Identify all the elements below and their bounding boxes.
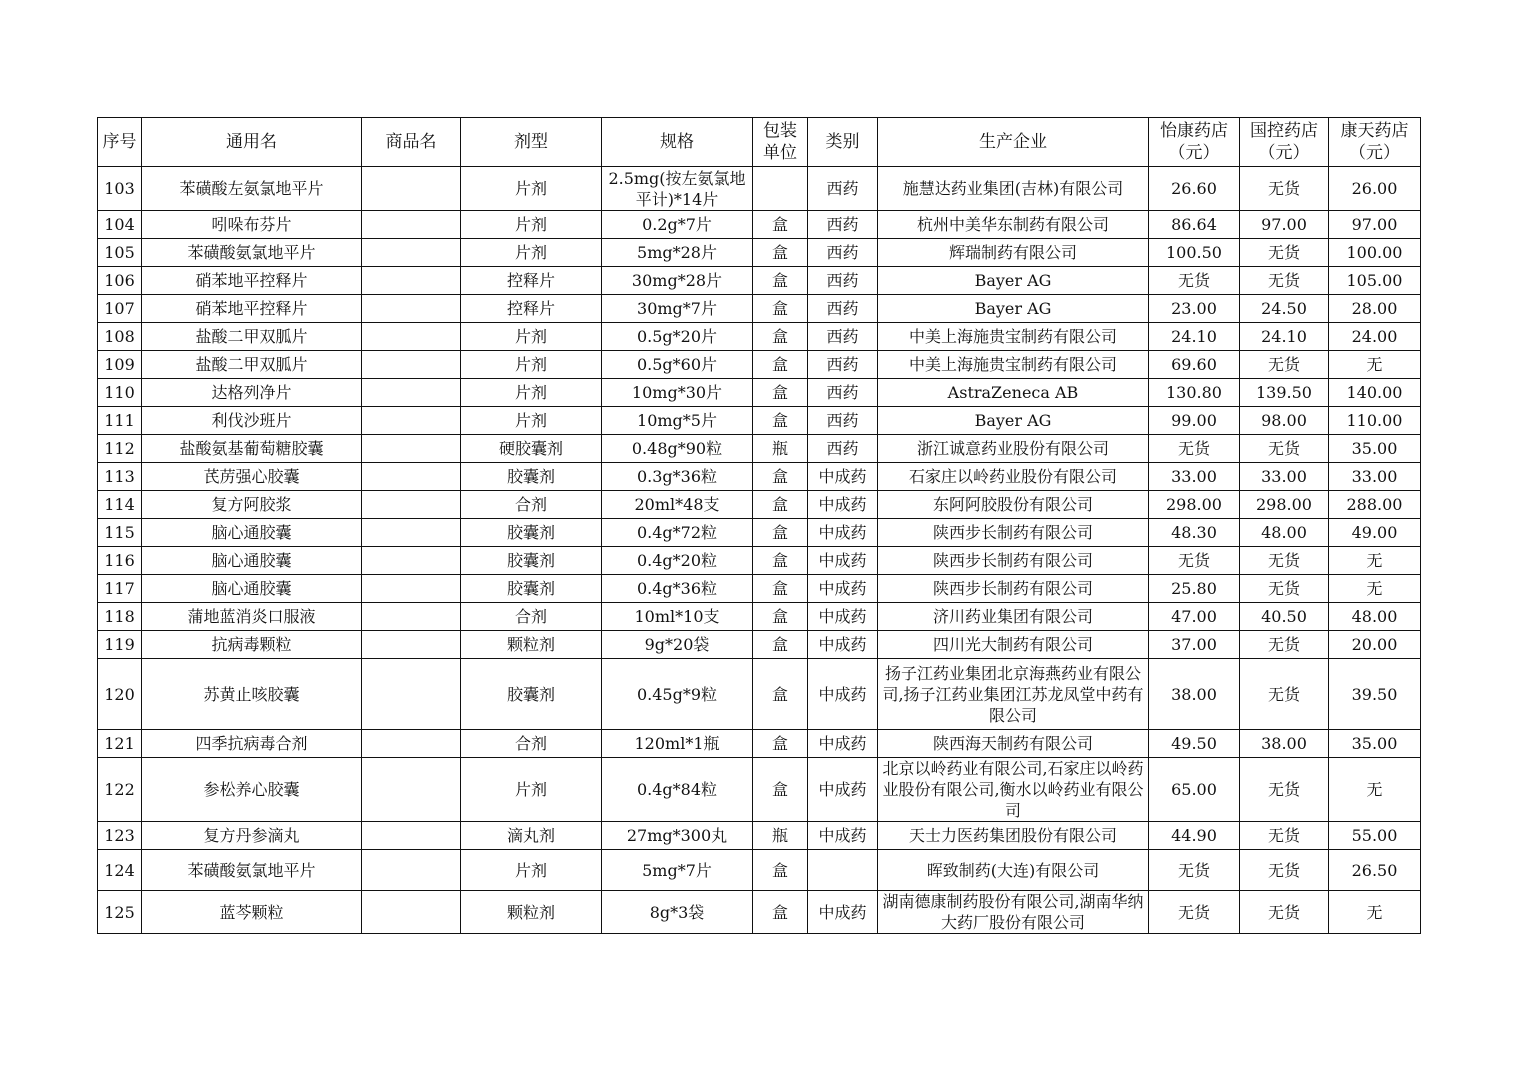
- cell-package-unit: 盒: [753, 850, 808, 891]
- cell-guokong-price: 无货: [1240, 167, 1329, 211]
- header-row: [98, 118, 1421, 167]
- cell-guokong-price: 无货: [1240, 547, 1329, 575]
- cell-generic-name: 硝苯地平控释片: [142, 295, 362, 323]
- header-generic-name: 通用名: [142, 118, 362, 167]
- cell-kangtian-price: 97.00: [1329, 211, 1421, 239]
- cell-dosage-form: 片剂: [461, 167, 602, 211]
- cell-generic-name: 盐酸二甲双胍片: [142, 351, 362, 379]
- cell-dosage-form: 硬胶囊剂: [461, 435, 602, 463]
- cell-manufacturer: 石家庄以岭药业股份有限公司: [878, 463, 1149, 491]
- cell-yikang-price: 无货: [1149, 435, 1240, 463]
- cell-dosage-form: 胶囊剂: [461, 463, 602, 491]
- cell-kangtian-price: 26.00: [1329, 167, 1421, 211]
- table-row: [98, 267, 1421, 295]
- cell-no: 117: [98, 575, 142, 603]
- cell-brand-name: [362, 603, 461, 631]
- cell-kangtian-price: 无: [1329, 575, 1421, 603]
- cell-dosage-form: 控释片: [461, 295, 602, 323]
- cell-guokong-price: 无货: [1240, 267, 1329, 295]
- cell-brand-name: [362, 267, 461, 295]
- cell-no: 115: [98, 519, 142, 547]
- table-row: [98, 463, 1421, 491]
- cell-generic-name: 蒲地蓝消炎口服液: [142, 603, 362, 631]
- cell-no: 111: [98, 407, 142, 435]
- cell-category: 西药: [808, 167, 878, 211]
- cell-manufacturer: 中美上海施贵宝制药有限公司: [878, 323, 1149, 351]
- cell-guokong-price: 无货: [1240, 758, 1329, 822]
- cell-kangtian-price: 100.00: [1329, 239, 1421, 267]
- cell-no: 109: [98, 351, 142, 379]
- cell-kangtian-price: 20.00: [1329, 631, 1421, 659]
- cell-yikang-price: 25.80: [1149, 575, 1240, 603]
- cell-kangtian-price: 无: [1329, 758, 1421, 822]
- cell-specification: 0.4g*20粒: [602, 547, 753, 575]
- cell-guokong-price: 无货: [1240, 435, 1329, 463]
- table-header: [98, 118, 1421, 167]
- cell-package-unit: 盒: [753, 631, 808, 659]
- table-row: [98, 167, 1421, 211]
- cell-no: 116: [98, 547, 142, 575]
- cell-category: 西药: [808, 323, 878, 351]
- table-row: [98, 850, 1421, 891]
- cell-generic-name: 吲哚布芬片: [142, 211, 362, 239]
- cell-specification: 5mg*28片: [602, 239, 753, 267]
- cell-dosage-form: 合剂: [461, 730, 602, 758]
- cell-category: 西药: [808, 295, 878, 323]
- cell-manufacturer: 天士力医药集团股份有限公司: [878, 822, 1149, 850]
- cell-manufacturer: 辉瑞制药有限公司: [878, 239, 1149, 267]
- cell-generic-name: 苏黄止咳胶囊: [142, 659, 362, 730]
- header-no: 序号: [98, 118, 142, 167]
- cell-specification: 27mg*300丸: [602, 822, 753, 850]
- cell-package-unit: 盒: [753, 295, 808, 323]
- cell-specification: 30mg*28片: [602, 267, 753, 295]
- cell-brand-name: [362, 167, 461, 211]
- cell-category: 中成药: [808, 659, 878, 730]
- cell-yikang-price: 无货: [1149, 547, 1240, 575]
- cell-package-unit: 盒: [753, 323, 808, 351]
- cell-brand-name: [362, 239, 461, 267]
- cell-guokong-price: 97.00: [1240, 211, 1329, 239]
- cell-dosage-form: 颗粒剂: [461, 631, 602, 659]
- cell-no: 103: [98, 167, 142, 211]
- cell-guokong-price: 139.50: [1240, 379, 1329, 407]
- header-manufacturer: 生产企业: [878, 118, 1149, 167]
- cell-guokong-price: 48.00: [1240, 519, 1329, 547]
- table-row: [98, 659, 1421, 730]
- header-specification: 规格: [602, 118, 753, 167]
- cell-brand-name: [362, 659, 461, 730]
- cell-specification: 20ml*48支: [602, 491, 753, 519]
- cell-brand-name: [362, 631, 461, 659]
- cell-brand-name: [362, 351, 461, 379]
- cell-specification: 120ml*1瓶: [602, 730, 753, 758]
- cell-category: 西药: [808, 267, 878, 295]
- cell-category: 中成药: [808, 758, 878, 822]
- header-yikang-price: [1149, 118, 1240, 167]
- cell-specification: 0.3g*36粒: [602, 463, 753, 491]
- cell-package-unit: 盒: [753, 463, 808, 491]
- cell-specification: 30mg*7片: [602, 295, 753, 323]
- table-row: [98, 758, 1421, 822]
- table-row: [98, 407, 1421, 435]
- cell-generic-name: 复方阿胶浆: [142, 491, 362, 519]
- cell-manufacturer: 湖南德康制药股份有限公司,湖南华纳大药厂股份有限公司: [878, 891, 1149, 934]
- cell-dosage-form: 片剂: [461, 211, 602, 239]
- cell-category: 中成药: [808, 603, 878, 631]
- cell-dosage-form: 胶囊剂: [461, 575, 602, 603]
- cell-specification: 9g*20袋: [602, 631, 753, 659]
- cell-no: 124: [98, 850, 142, 891]
- cell-generic-name: 利伐沙班片: [142, 407, 362, 435]
- cell-specification: 0.5g*20片: [602, 323, 753, 351]
- cell-generic-name: 苯磺酸左氨氯地平片: [142, 167, 362, 211]
- cell-generic-name: 硝苯地平控释片: [142, 267, 362, 295]
- cell-specification: 2.5mg(按左氨氯地平计)*14片: [602, 167, 753, 211]
- cell-dosage-form: 片剂: [461, 351, 602, 379]
- cell-package-unit: 盒: [753, 491, 808, 519]
- cell-brand-name: [362, 730, 461, 758]
- header-package-unit-line1: 包装: [763, 121, 797, 141]
- header-brand-name: 商品名: [362, 118, 461, 167]
- cell-specification: 0.4g*36粒: [602, 575, 753, 603]
- cell-dosage-form: 胶囊剂: [461, 547, 602, 575]
- cell-brand-name: [362, 407, 461, 435]
- cell-manufacturer: 东阿阿胶股份有限公司: [878, 491, 1149, 519]
- cell-generic-name: 四季抗病毒合剂: [142, 730, 362, 758]
- cell-dosage-form: 片剂: [461, 379, 602, 407]
- cell-guokong-price: 无货: [1240, 239, 1329, 267]
- cell-package-unit: 盒: [753, 351, 808, 379]
- cell-no: 106: [98, 267, 142, 295]
- table-row: [98, 519, 1421, 547]
- cell-specification: 10ml*10支: [602, 603, 753, 631]
- cell-yikang-price: 130.80: [1149, 379, 1240, 407]
- table-row: [98, 239, 1421, 267]
- header-kangtian-price: [1329, 118, 1421, 167]
- header-kangtian-line1: 康天药店: [1340, 121, 1409, 141]
- table-row: [98, 379, 1421, 407]
- cell-brand-name: [362, 435, 461, 463]
- cell-brand-name: [362, 519, 461, 547]
- cell-yikang-price: 99.00: [1149, 407, 1240, 435]
- cell-generic-name: 苯磺酸氨氯地平片: [142, 239, 362, 267]
- table-row: [98, 730, 1421, 758]
- drug-price-table: [97, 117, 1421, 934]
- cell-no: 105: [98, 239, 142, 267]
- cell-dosage-form: 片剂: [461, 323, 602, 351]
- header-package-unit-line2: 单位: [763, 143, 797, 163]
- cell-category: 中成药: [808, 463, 878, 491]
- cell-specification: 0.4g*84粒: [602, 758, 753, 822]
- cell-no: 121: [98, 730, 142, 758]
- cell-category: 中成药: [808, 519, 878, 547]
- header-guokong-price: [1240, 118, 1329, 167]
- cell-kangtian-price: 48.00: [1329, 603, 1421, 631]
- cell-no: 110: [98, 379, 142, 407]
- cell-generic-name: 达格列净片: [142, 379, 362, 407]
- cell-no: 107: [98, 295, 142, 323]
- cell-category: 中成药: [808, 547, 878, 575]
- cell-kangtian-price: 288.00: [1329, 491, 1421, 519]
- cell-category: 中成药: [808, 730, 878, 758]
- cell-yikang-price: 37.00: [1149, 631, 1240, 659]
- cell-dosage-form: 胶囊剂: [461, 659, 602, 730]
- cell-package-unit: 盒: [753, 211, 808, 239]
- cell-guokong-price: 33.00: [1240, 463, 1329, 491]
- cell-no: 123: [98, 822, 142, 850]
- header-guokong-line1: 国控药店: [1250, 121, 1318, 141]
- cell-no: 104: [98, 211, 142, 239]
- cell-specification: 0.5g*60片: [602, 351, 753, 379]
- cell-yikang-price: 38.00: [1149, 659, 1240, 730]
- cell-brand-name: [362, 547, 461, 575]
- cell-package-unit: 盒: [753, 758, 808, 822]
- table-row: [98, 435, 1421, 463]
- header-yikang-line1: 怡康药店: [1160, 121, 1228, 141]
- cell-dosage-form: 片剂: [461, 850, 602, 891]
- cell-manufacturer: 陕西步长制药有限公司: [878, 519, 1149, 547]
- cell-kangtian-price: 35.00: [1329, 435, 1421, 463]
- cell-generic-name: 复方丹参滴丸: [142, 822, 362, 850]
- cell-specification: 8g*3袋: [602, 891, 753, 934]
- cell-manufacturer: 北京以岭药业有限公司,石家庄以岭药业股份有限公司,衡水以岭药业有限公司: [878, 758, 1149, 822]
- table-row: [98, 211, 1421, 239]
- cell-package-unit: 盒: [753, 730, 808, 758]
- cell-specification: 10mg*30片: [602, 379, 753, 407]
- cell-generic-name: 蓝芩颗粒: [142, 891, 362, 934]
- cell-yikang-price: 23.00: [1149, 295, 1240, 323]
- cell-generic-name: 盐酸氨基葡萄糖胶囊: [142, 435, 362, 463]
- cell-guokong-price: 38.00: [1240, 730, 1329, 758]
- cell-yikang-price: 100.50: [1149, 239, 1240, 267]
- cell-category: 中成药: [808, 491, 878, 519]
- cell-yikang-price: 26.60: [1149, 167, 1240, 211]
- cell-package-unit: 盒: [753, 547, 808, 575]
- cell-generic-name: 参松养心胶囊: [142, 758, 362, 822]
- cell-kangtian-price: 无: [1329, 547, 1421, 575]
- cell-package-unit: 瓶: [753, 822, 808, 850]
- cell-no: 112: [98, 435, 142, 463]
- cell-brand-name: [362, 575, 461, 603]
- cell-package-unit: 盒: [753, 603, 808, 631]
- cell-yikang-price: 无货: [1149, 891, 1240, 934]
- cell-guokong-price: 24.10: [1240, 323, 1329, 351]
- cell-kangtian-price: 110.00: [1329, 407, 1421, 435]
- cell-category: 西药: [808, 407, 878, 435]
- cell-category: 西药: [808, 435, 878, 463]
- header-yikang-line2: （元）: [1168, 143, 1220, 163]
- cell-generic-name: 脑心通胶囊: [142, 547, 362, 575]
- cell-specification: 0.4g*72粒: [602, 519, 753, 547]
- table-row: [98, 603, 1421, 631]
- cell-guokong-price: 40.50: [1240, 603, 1329, 631]
- header-guokong-line2: （元）: [1258, 143, 1310, 163]
- cell-category: 西药: [808, 351, 878, 379]
- cell-brand-name: [362, 491, 461, 519]
- cell-manufacturer: 施慧达药业集团(吉林)有限公司: [878, 167, 1149, 211]
- cell-package-unit: 盒: [753, 239, 808, 267]
- cell-manufacturer: Bayer AG: [878, 407, 1149, 435]
- header-package-unit: [753, 118, 808, 167]
- cell-package-unit: 瓶: [753, 435, 808, 463]
- cell-kangtian-price: 49.00: [1329, 519, 1421, 547]
- cell-category: 中成药: [808, 575, 878, 603]
- cell-no: 125: [98, 891, 142, 934]
- cell-yikang-price: 47.00: [1149, 603, 1240, 631]
- cell-category: 中成药: [808, 631, 878, 659]
- cell-category: [808, 850, 878, 891]
- cell-yikang-price: 298.00: [1149, 491, 1240, 519]
- cell-generic-name: 抗病毒颗粒: [142, 631, 362, 659]
- cell-dosage-form: 片剂: [461, 758, 602, 822]
- cell-guokong-price: 无货: [1240, 575, 1329, 603]
- cell-guokong-price: 无货: [1240, 351, 1329, 379]
- cell-package-unit: 盒: [753, 379, 808, 407]
- cell-package-unit: 盒: [753, 407, 808, 435]
- cell-dosage-form: 片剂: [461, 239, 602, 267]
- cell-no: 120: [98, 659, 142, 730]
- cell-manufacturer: AstraZeneca AB: [878, 379, 1149, 407]
- header-dosage-form: 剂型: [461, 118, 602, 167]
- cell-yikang-price: 44.90: [1149, 822, 1240, 850]
- cell-no: 108: [98, 323, 142, 351]
- cell-category: 西药: [808, 211, 878, 239]
- cell-guokong-price: 无货: [1240, 659, 1329, 730]
- cell-brand-name: [362, 850, 461, 891]
- cell-dosage-form: 合剂: [461, 603, 602, 631]
- cell-kangtian-price: 39.50: [1329, 659, 1421, 730]
- cell-brand-name: [362, 758, 461, 822]
- cell-category: 中成药: [808, 891, 878, 934]
- cell-category: 西药: [808, 379, 878, 407]
- cell-package-unit: [753, 167, 808, 211]
- table-row: [98, 547, 1421, 575]
- table-body: [98, 167, 1421, 934]
- cell-manufacturer: Bayer AG: [878, 295, 1149, 323]
- cell-specification: 0.45g*9粒: [602, 659, 753, 730]
- cell-package-unit: 盒: [753, 267, 808, 295]
- table-row: [98, 822, 1421, 850]
- table-row: [98, 631, 1421, 659]
- cell-dosage-form: 颗粒剂: [461, 891, 602, 934]
- cell-generic-name: 盐酸二甲双胍片: [142, 323, 362, 351]
- cell-manufacturer: 扬子江药业集团北京海燕药业有限公司,扬子江药业集团江苏龙凤堂中药有限公司: [878, 659, 1149, 730]
- cell-dosage-form: 滴丸剂: [461, 822, 602, 850]
- cell-manufacturer: 陕西海天制药有限公司: [878, 730, 1149, 758]
- cell-category: 西药: [808, 239, 878, 267]
- cell-category: 中成药: [808, 822, 878, 850]
- cell-manufacturer: 陕西步长制药有限公司: [878, 575, 1149, 603]
- cell-brand-name: [362, 379, 461, 407]
- cell-dosage-form: 片剂: [461, 407, 602, 435]
- table-row: [98, 295, 1421, 323]
- cell-generic-name: 苯磺酸氨氯地平片: [142, 850, 362, 891]
- cell-yikang-price: 无货: [1149, 267, 1240, 295]
- cell-yikang-price: 65.00: [1149, 758, 1240, 822]
- cell-manufacturer: 济川药业集团有限公司: [878, 603, 1149, 631]
- cell-yikang-price: 49.50: [1149, 730, 1240, 758]
- cell-manufacturer: 杭州中美华东制药有限公司: [878, 211, 1149, 239]
- cell-guokong-price: 24.50: [1240, 295, 1329, 323]
- cell-no: 122: [98, 758, 142, 822]
- cell-brand-name: [362, 211, 461, 239]
- cell-brand-name: [362, 822, 461, 850]
- cell-specification: 5mg*7片: [602, 850, 753, 891]
- cell-guokong-price: 无货: [1240, 891, 1329, 934]
- cell-no: 113: [98, 463, 142, 491]
- cell-manufacturer: 四川光大制药有限公司: [878, 631, 1149, 659]
- cell-kangtian-price: 33.00: [1329, 463, 1421, 491]
- cell-guokong-price: 98.00: [1240, 407, 1329, 435]
- cell-manufacturer: 中美上海施贵宝制药有限公司: [878, 351, 1149, 379]
- cell-yikang-price: 86.64: [1149, 211, 1240, 239]
- cell-no: 119: [98, 631, 142, 659]
- cell-specification: 0.48g*90粒: [602, 435, 753, 463]
- cell-brand-name: [362, 323, 461, 351]
- cell-guokong-price: 无货: [1240, 631, 1329, 659]
- table-row: [98, 351, 1421, 379]
- cell-brand-name: [362, 463, 461, 491]
- table-row: [98, 891, 1421, 934]
- cell-brand-name: [362, 891, 461, 934]
- table-row: [98, 323, 1421, 351]
- cell-no: 114: [98, 491, 142, 519]
- cell-yikang-price: 69.60: [1149, 351, 1240, 379]
- cell-kangtian-price: 55.00: [1329, 822, 1421, 850]
- table-row: [98, 491, 1421, 519]
- cell-dosage-form: 控释片: [461, 267, 602, 295]
- cell-yikang-price: 24.10: [1149, 323, 1240, 351]
- cell-yikang-price: 33.00: [1149, 463, 1240, 491]
- header-category: 类别: [808, 118, 878, 167]
- cell-brand-name: [362, 295, 461, 323]
- cell-kangtian-price: 28.00: [1329, 295, 1421, 323]
- cell-generic-name: 芪苈强心胶囊: [142, 463, 362, 491]
- cell-package-unit: 盒: [753, 575, 808, 603]
- cell-yikang-price: 无货: [1149, 850, 1240, 891]
- cell-manufacturer: Bayer AG: [878, 267, 1149, 295]
- cell-guokong-price: 无货: [1240, 850, 1329, 891]
- cell-kangtian-price: 24.00: [1329, 323, 1421, 351]
- cell-package-unit: 盒: [753, 519, 808, 547]
- cell-guokong-price: 无货: [1240, 822, 1329, 850]
- cell-no: 118: [98, 603, 142, 631]
- cell-dosage-form: 合剂: [461, 491, 602, 519]
- cell-guokong-price: 298.00: [1240, 491, 1329, 519]
- header-kangtian-line2: （元）: [1349, 143, 1400, 163]
- cell-kangtian-price: 140.00: [1329, 379, 1421, 407]
- cell-kangtian-price: 105.00: [1329, 267, 1421, 295]
- cell-kangtian-price: 26.50: [1329, 850, 1421, 891]
- table-row: [98, 575, 1421, 603]
- cell-kangtian-price: 无: [1329, 351, 1421, 379]
- cell-kangtian-price: 35.00: [1329, 730, 1421, 758]
- cell-package-unit: 盒: [753, 659, 808, 730]
- cell-manufacturer: 晖致制药(大连)有限公司: [878, 850, 1149, 891]
- cell-dosage-form: 胶囊剂: [461, 519, 602, 547]
- cell-manufacturer: 浙江诚意药业股份有限公司: [878, 435, 1149, 463]
- cell-package-unit: 盒: [753, 891, 808, 934]
- cell-generic-name: 脑心通胶囊: [142, 519, 362, 547]
- cell-specification: 10mg*5片: [602, 407, 753, 435]
- cell-yikang-price: 48.30: [1149, 519, 1240, 547]
- cell-generic-name: 脑心通胶囊: [142, 575, 362, 603]
- cell-kangtian-price: 无: [1329, 891, 1421, 934]
- cell-manufacturer: 陕西步长制药有限公司: [878, 547, 1149, 575]
- cell-specification: 0.2g*7片: [602, 211, 753, 239]
